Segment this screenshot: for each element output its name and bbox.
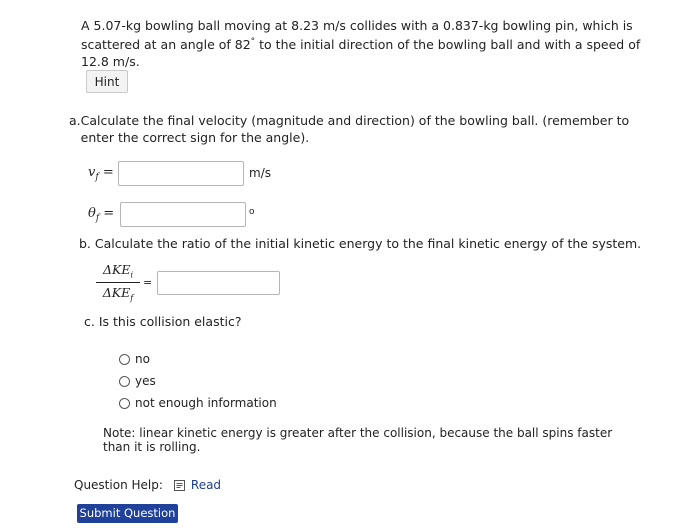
ke-ratio-input[interactable] <box>157 271 280 295</box>
radio-not-enough-info[interactable] <box>119 398 130 409</box>
problem-text-2: to the initial direction of the bowling ball and with a speed of 12.8 m/s. <box>81 37 641 70</box>
part-a-question <box>69 112 659 146</box>
part-b-question: b. Calculate the ratio of the initial kinetic energy to the final kinetic energy of the system. <box>79 236 642 251</box>
note-text: Note: linear kinetic energy is greater after the collision, because the ball spins faster than it is rolling. <box>103 426 613 454</box>
thetaf-equals: = <box>99 206 115 221</box>
radio-yes[interactable] <box>119 376 130 387</box>
vf-input[interactable] <box>118 161 244 186</box>
thetaf-var: θ <box>88 206 96 221</box>
ke-num-sub: i <box>130 270 134 280</box>
part-a-text: Calculate the final velocity (magnitude and direction) of the bowling ball. (remember to enter the correct sign for the angle). <box>80 113 630 145</box>
ke-den-var: ΔKE <box>102 284 131 300</box>
option-no[interactable] <box>119 352 150 366</box>
hint-button[interactable]: Hint <box>86 70 128 93</box>
radio-no[interactable] <box>119 354 130 365</box>
question-help <box>74 478 221 492</box>
read-link[interactable] <box>173 478 221 492</box>
ke-numerator <box>96 262 140 283</box>
option-no-label: no <box>135 352 150 366</box>
problem-text-1: A 5.07-kg bowling ball moving at 8.23 m/s collides with a 0.837-kg bowling pin, which is scattered at an angle of 82 <box>81 18 633 53</box>
vf-equals: = <box>98 165 114 180</box>
read-label: Read <box>190 478 222 492</box>
thetaf-label <box>88 206 114 223</box>
submit-question-button[interactable]: Submit Question <box>77 504 178 523</box>
ke-ratio-fraction <box>96 262 140 302</box>
option-yes[interactable] <box>119 374 156 388</box>
document-icon <box>173 479 186 492</box>
part-a-label: a. <box>69 113 81 128</box>
vf-var: v <box>88 165 96 180</box>
ke-denominator <box>96 283 140 303</box>
ke-num-var: ΔKE <box>102 262 131 277</box>
thetaf-unit: o <box>249 207 255 217</box>
ke-den-sub: f <box>130 293 134 302</box>
part-c-question: c. Is this collision elastic? <box>84 314 242 329</box>
vf-label <box>88 165 114 182</box>
vf-sub: f <box>95 172 99 183</box>
ke-equals: = <box>143 276 153 289</box>
vf-unit: m/s <box>249 166 271 180</box>
question-help-label: Question Help: <box>74 478 163 492</box>
option-yes-label: yes <box>135 374 156 388</box>
degree-symbol: ° <box>250 37 256 47</box>
thetaf-input[interactable] <box>120 202 246 227</box>
problem-statement <box>81 17 671 70</box>
option-not-enough-info[interactable] <box>119 396 277 410</box>
option-not-enough-info-label: not enough information <box>135 396 277 410</box>
thetaf-sub: f <box>95 213 100 224</box>
